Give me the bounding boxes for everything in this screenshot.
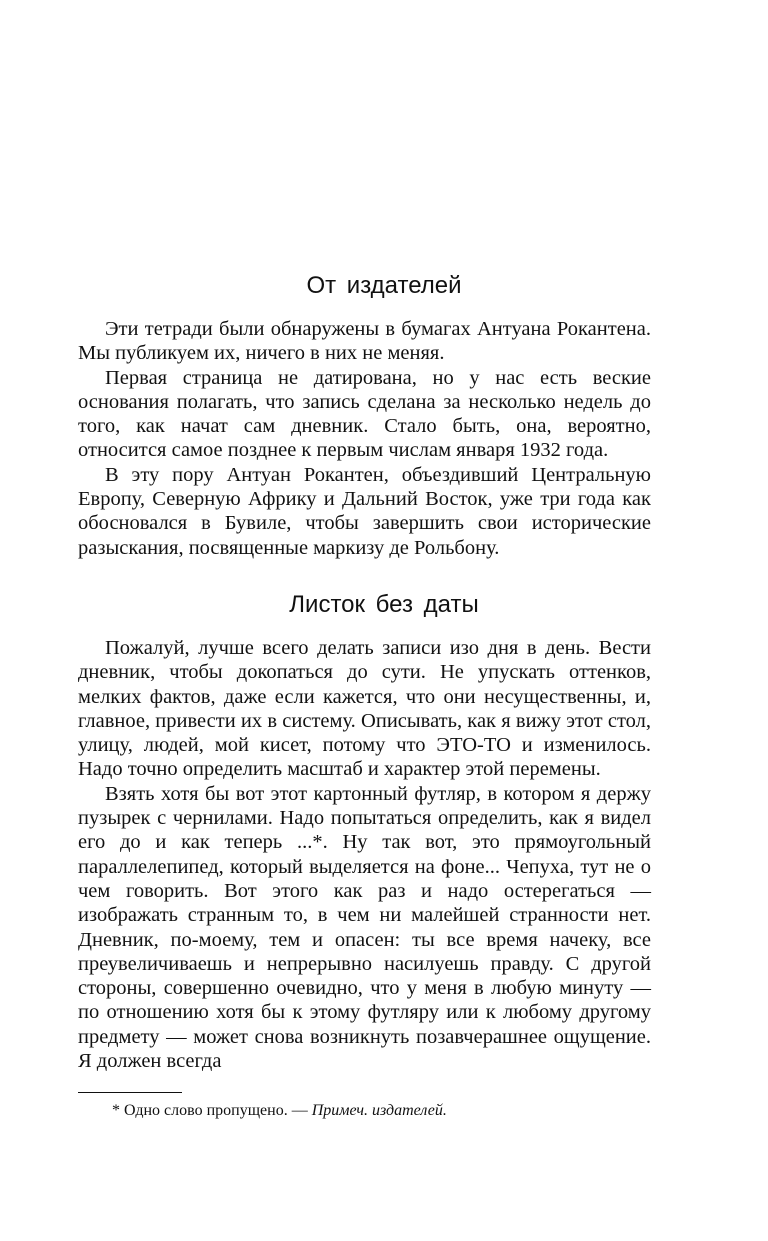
paragraph: Эти тетради были обнаружены в бумагах Антуана Рокантена. Мы публикуем их, ничего в них не меняя. xyxy=(78,318,651,365)
undated-sheet-text xyxy=(78,636,651,1073)
section-heading-publishers: От издателей xyxy=(306,272,462,299)
footnote-divider xyxy=(78,1092,182,1093)
footnote xyxy=(112,1101,447,1121)
section-heading-undated-sheet: Листок без даты xyxy=(289,591,479,618)
footnote-text: * Одно слово пропущено. — xyxy=(112,1102,312,1119)
paragraph: Взять хотя бы вот этот картонный футляр, в котором я держу пузырек с чернилами. Надо попытаться определить, как я видел его до и как теперь ...*. Ну так вот, это прямоугольный параллелепипед, который выделяется на фоне... Чепуха, тут не о чем говорить. Вот этого как раз и надо остерегаться — изображать странным то, в чем ни малейшей странности нет. Дневник, по-моему, тем и опасен: ты все время начеку, все преувеличиваешь и непрерывно насилуешь правду. С другой стороны, совершенно очевидно, что у меня в любую минуту — по отношению хотя бы к этому футляру или к любому другому предмету — может снова возникнуть позавчерашнее ощущение. Я должен всегда xyxy=(78,782,651,1073)
paragraph: В эту пору Антуан Рокантен, объездивший Центральную Европу, Северную Африку и Дальний Восток, уже три года как обосновался в Бувиле, чтобы завершить свои исторические разыскания, посвященные маркизу де Рольбону. xyxy=(78,463,651,559)
paragraph: Пожалуй, лучше всего делать записи изо дня в день. Вести дневник, чтобы докопаться до сути. Не упускать оттенков, мелких фактов, даже если кажется, что они несущественны, и, главное, привести их в систему. Описывать, как я вижу этот стол, улицу, людей, мой кисет, потому что ЭТО-ТО и изменилось. Надо точно определить масштаб и характер этой перемены. xyxy=(78,637,651,781)
publishers-note xyxy=(78,317,651,560)
footnote-attribution: Примеч. издателей. xyxy=(311,1102,447,1119)
paragraph: Первая страница не датирована, но у нас есть веские основания полагать, что запись сделана за несколько недель до того, как начат сам дневник. Стало быть, она, вероятно, относится самое позднее к первым числам января 1932 года. xyxy=(78,366,651,462)
